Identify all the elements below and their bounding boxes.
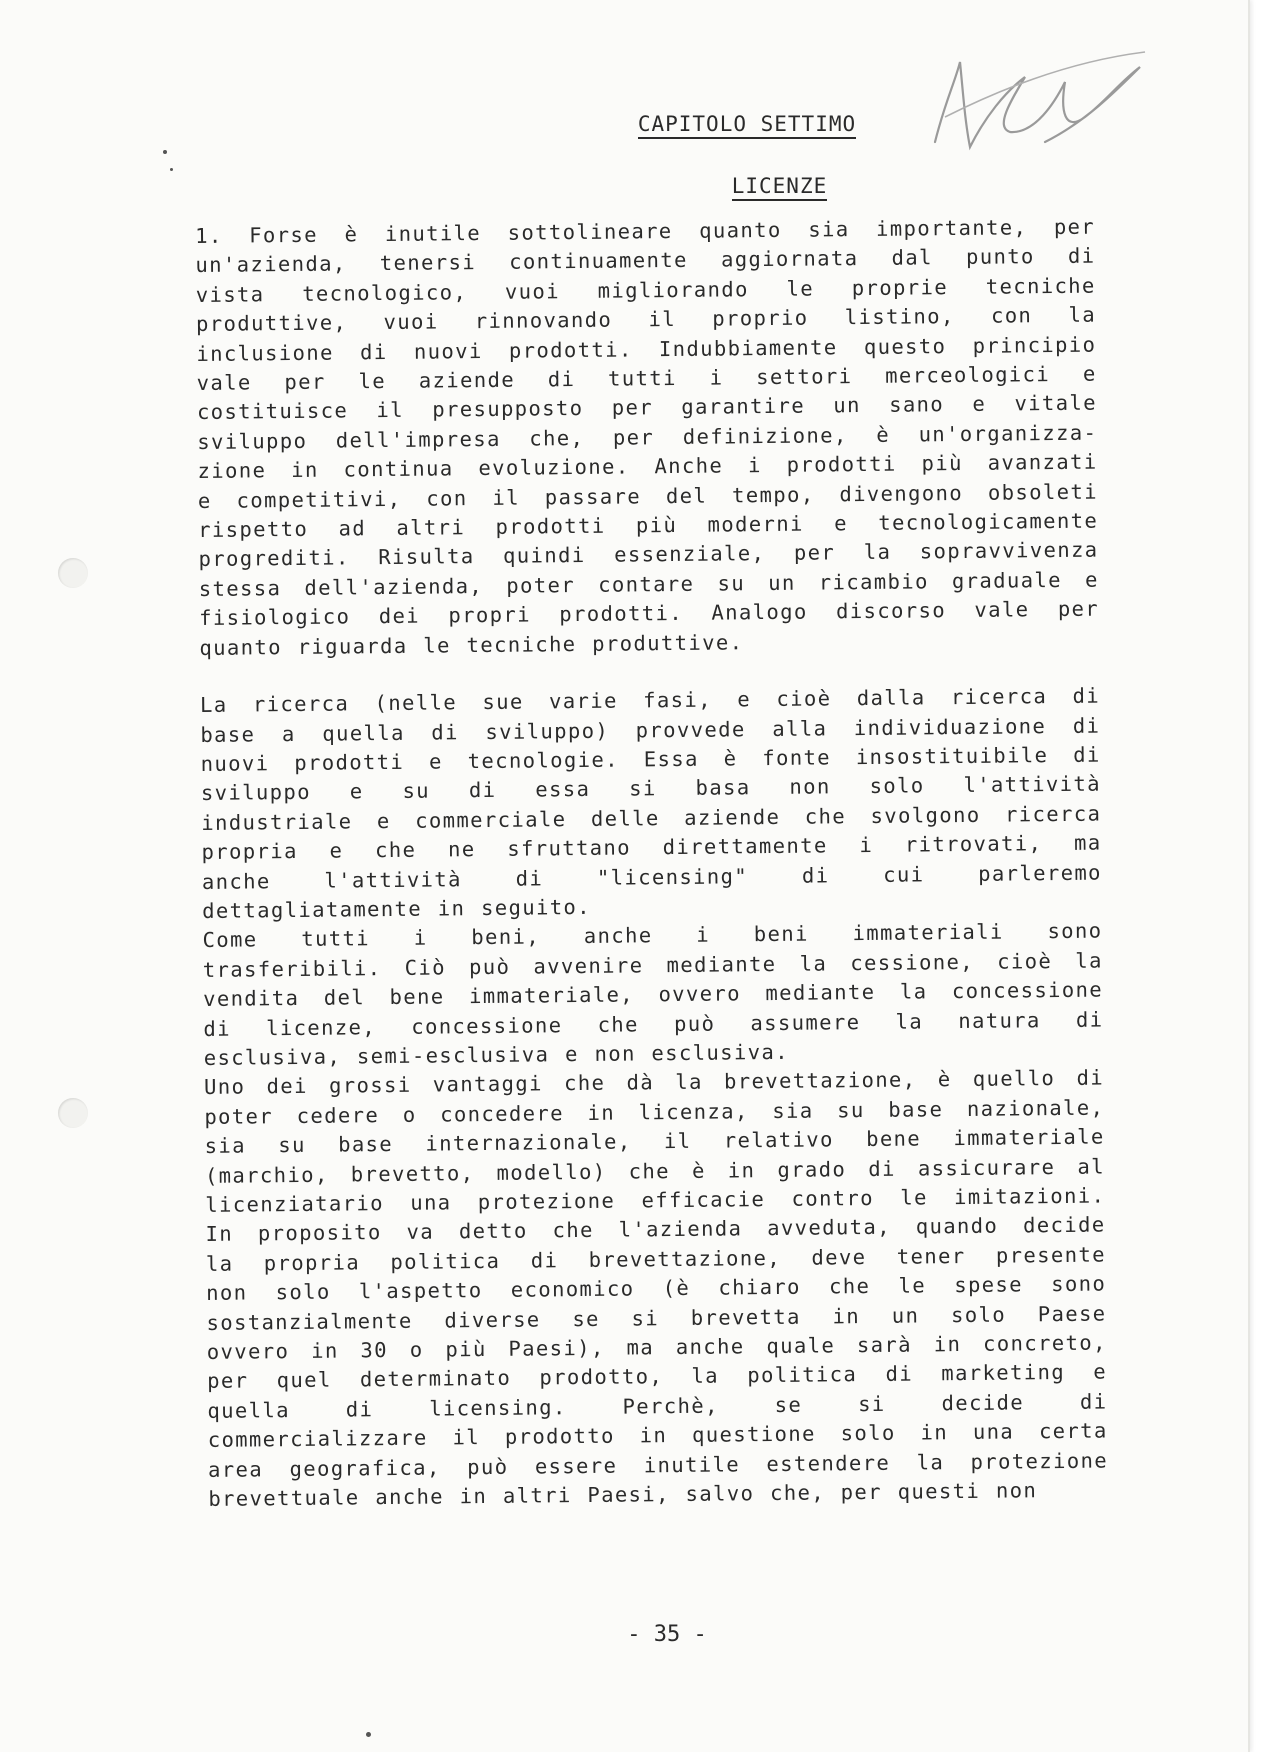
text-line: industriale e commerciale delle aziende che svolgono ricerca [201, 801, 1102, 835]
text-line: la propria politica di brevettazione, deve tener presente [205, 1242, 1106, 1276]
text-line: (marchio, brevetto, modello) che è in grado di assicurare al [204, 1154, 1106, 1188]
text-line: ovvero in 30 o più Paesi), ma anche quale sarà in concreto, [206, 1330, 1107, 1364]
text-line: per quel determinato prodotto, la politica di marketing e [207, 1359, 1108, 1394]
text-line: dettagliatamente in seguito. [202, 894, 592, 923]
text-line: Come tutti i beni, anche i beni immateriali sono [202, 918, 1103, 953]
text-line: commercializzare il prodotto in questione solo in una certa [207, 1418, 1108, 1453]
paragraph [204, 1064, 1109, 1514]
page-number: - 35 - [627, 1622, 707, 1647]
text-line: produttive, vuoi rinnovando il proprio listino, con la [195, 302, 1097, 337]
punch-hole [58, 558, 88, 588]
text-line: 1. Forse è inutile sottolineare quanto sia importante, per [195, 214, 1096, 248]
handwritten-signature [915, 22, 1155, 162]
text-line: area geografica, può essere inutile estendere la protezione [207, 1448, 1109, 1482]
text-line: sostanzialmente diverse se si brevetta in un solo Paese [206, 1301, 1107, 1335]
text-line: La ricerca (nelle sue varie fasi, e cioè dalla ricerca di [199, 683, 1101, 718]
punch-hole [58, 1098, 88, 1128]
text-line: zione in continua evoluzione. Anche i prodotti più avanzati [197, 449, 1098, 484]
text-line: sviluppo dell'impresa che, per definizione, è un'organizza- [197, 420, 1098, 454]
text-line: poter cedere o concedere in licenza, sia su base nazionale, [204, 1095, 1105, 1129]
text-line: vendita del bene immateriale, ovvero mediante la concessione [203, 977, 1104, 1012]
text-line: base a quella di sviluppo) provvede alla individuazione di [200, 713, 1101, 747]
text-line: stessa dell'azienda, poter contare su un ricambio graduale e [198, 567, 1099, 601]
text-line: di licenze, concessione che può assumere la natura di [203, 1007, 1104, 1041]
chapter-title: CAPITOLO SETTIMO [0, 112, 1274, 136]
text-line: sviluppo e su di essa si basa non solo l'attività [200, 771, 1102, 806]
scan-speck [170, 168, 173, 171]
body-text [195, 213, 1108, 1515]
text-line: quanto riguarda le tecniche produttive. [199, 629, 744, 660]
text-line: Uno dei grossi vantaggi che dà la brevettazione, è quello di [203, 1065, 1105, 1100]
text-line: sia su base internazionale, il relativo bene immateriale [204, 1124, 1105, 1159]
scan-speck [163, 150, 167, 154]
text-line: nuovi prodotti e tecnologie. Essa è fonte insostituibile di [200, 742, 1101, 776]
text-line: fisiologico dei propri prodotti. Analogo discorso vale per [199, 596, 1100, 631]
text-line: anche l'attività di "licensing" di cui parleremo [201, 860, 1102, 894]
text-line: costituisce il presupposto per garantire un sano e vitale [196, 391, 1098, 425]
text-line: rispetto ad altri prodotti più moderni e tecnologicamente [198, 508, 1099, 543]
text-line: vista tecnologico, vuoi migliorando le proprie tecniche [195, 273, 1096, 307]
text-line: un'azienda, tenersi continuamente aggiornata dal punto di [195, 243, 1096, 278]
text-line: propria e che ne sfruttano direttamente i ritrovati, ma [201, 830, 1102, 865]
scan-speck [366, 1732, 371, 1737]
text-line: esclusiva, semi-esclusiva e non esclusiva. [203, 1039, 790, 1070]
text-line: non solo l'aspetto economico (è chiaro che le spese sono [206, 1271, 1107, 1306]
text-line: brevettuale anche in altri Paesi, salvo che, per questi non [208, 1478, 1038, 1511]
paragraph [200, 682, 1102, 927]
paragraph [202, 917, 1103, 1073]
text-line: e competitivi, con il passare del tempo, divengono obsoleti [197, 479, 1098, 513]
text-line: vale per le aziende di tutti i settori merceologici e [196, 361, 1097, 396]
text-line: inclusione di nuovi prodotti. Indubbiamente questo principio [196, 332, 1097, 366]
text-line: licenziatario una protezione efficacie contro le imitazioni. [205, 1183, 1106, 1217]
text-line: In proposito va detto che l'azienda avveduta, quando decide [205, 1212, 1106, 1247]
text-line: trasferibili. Ciò può avvenire mediante la cessione, cioè la [202, 948, 1103, 982]
paragraph [195, 213, 1100, 663]
section-title: LICENZE [0, 174, 1274, 198]
text-line: quella di licensing. Perchè, se si decide di [207, 1389, 1108, 1423]
text-line: progrediti. Risulta quindi essenziale, per la sopravvivenza [198, 538, 1099, 572]
